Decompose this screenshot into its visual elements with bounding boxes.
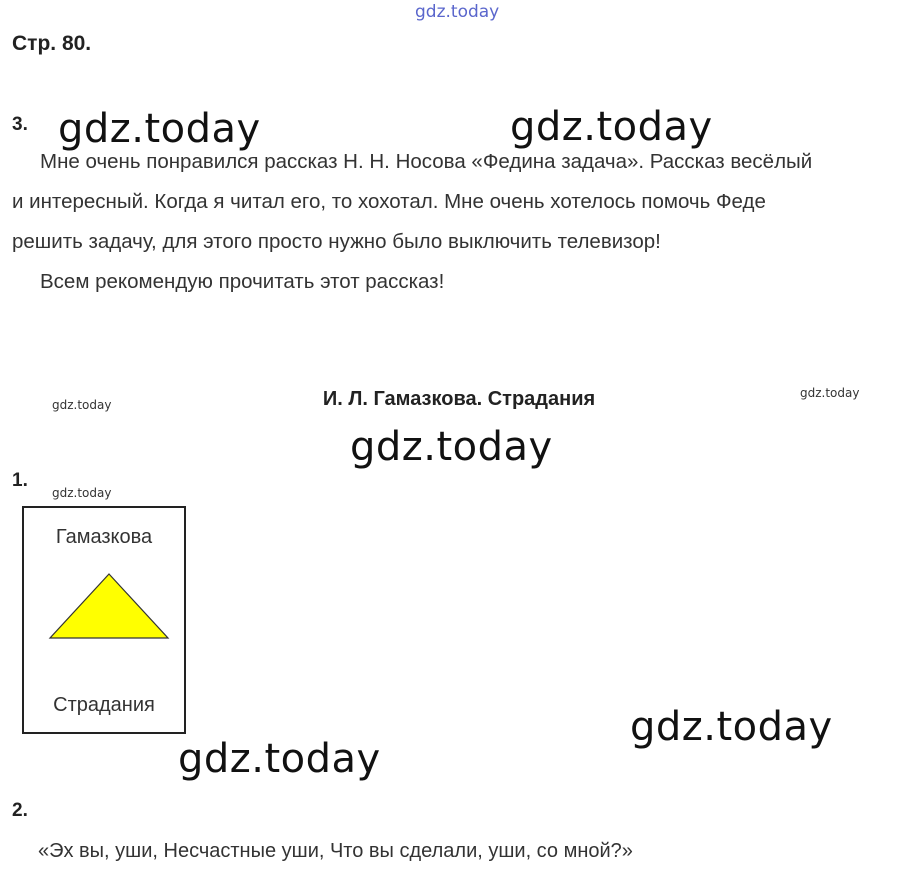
task-3-line-4: Всем рекомендую прочитать этот рассказ! [40, 270, 445, 293]
watermark-small: gdz.today [52, 486, 112, 500]
page-label: Стр. 80. [12, 32, 92, 55]
watermark-small: gdz.today [800, 386, 860, 400]
task-3-number: 3. [12, 114, 28, 135]
watermark-large: gdz.today [350, 424, 553, 470]
watermark-large: gdz.today [178, 736, 381, 782]
task-1-number: 1. [12, 470, 28, 491]
watermark-large: gdz.today [630, 704, 833, 750]
cover-title: Страдания [53, 694, 155, 716]
watermark-small: gdz.today [52, 398, 112, 412]
task-3-line-1: Мне очень понравился рассказ Н. Н. Носова «Федина задача». Рассказ весёлый [40, 150, 813, 173]
cover-author: Гамазкова [55, 526, 153, 548]
task-3-line-2: и интересный. Когда я читал его, то хохотал. Мне очень хотелось помочь Феде [12, 190, 766, 213]
watermark-top: gdz.today [415, 2, 500, 22]
watermark-large: gdz.today [58, 106, 261, 152]
task-2-number: 2. [12, 800, 28, 821]
task-3-line-3: решить задачу, для этого просто нужно было выключить телевизор! [12, 230, 661, 253]
watermark-large: gdz.today [510, 104, 713, 150]
section-heading: И. Л. Гамазкова. Страдания [322, 388, 596, 410]
task-2-quote: «Эх вы, уши, Несчастные уши, Что вы сделали, уши, со мной?» [38, 840, 633, 862]
triangle-icon [48, 572, 170, 640]
cover-model-box [22, 506, 186, 734]
